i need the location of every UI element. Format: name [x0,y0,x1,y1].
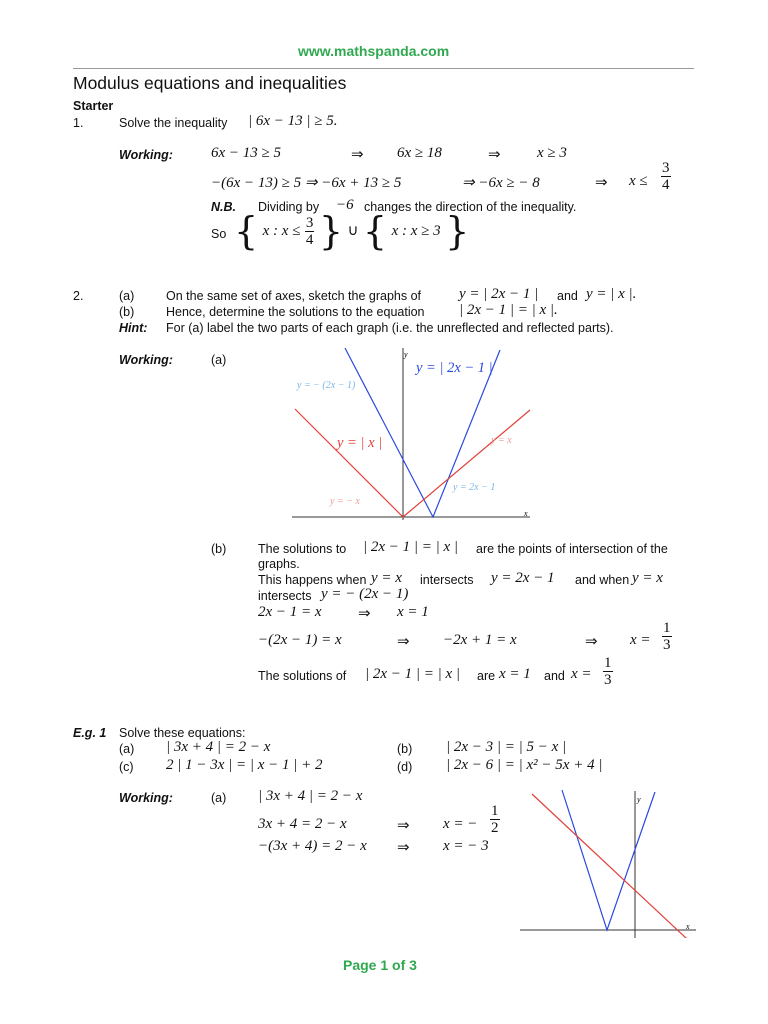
q1-line1-b: ⇒ [351,147,364,163]
wb-expr-4: y = x [632,570,663,586]
q1-line1-d: ⇒ [488,147,501,163]
brace-open-2: { [362,209,388,253]
wb-expr-5: y = − (2x − 1) [321,586,409,602]
q2a-expr1: y = | 2x − 1 | [459,286,539,302]
q1-line2-c: ⇒ [595,175,608,191]
hint-label: Hint: [119,321,148,335]
q2a-text: On the same set of axes, sketch the graphs of [166,289,421,303]
sol1-b: ⇒ [358,606,371,622]
q1-line2-d: x ≤ [629,173,648,189]
nb-label: N.B. [211,200,236,214]
set1-expr: x : x ≤ [262,223,301,240]
sol2-b: ⇒ [397,634,410,650]
conc-expr-2: x = 1 [499,666,531,682]
union-symbol: ∪ [347,223,359,240]
q2b-label: (b) [119,305,135,319]
nb-value: −6 [336,197,354,213]
eg1-w2-b: ⇒ [397,818,410,834]
q2a-expr2: y = | x |. [586,286,637,302]
sol2-fraction-num: 1 [663,620,671,636]
wb-text-1: The solutions to [258,542,347,556]
eg1-w2-c: x = − [443,816,478,832]
q1-line1-a: 6x − 13 ≥ 5 [211,145,282,161]
eg1-w2-a: 3x + 4 = 2 − x [258,816,347,832]
wb-text-3: graphs. [258,557,300,571]
sol2-fraction [662,620,672,653]
wb-expr-2: y = x [371,570,402,586]
so-label: So [211,227,227,241]
wb-text-2: are the points of intersection of the [476,542,668,556]
label-blue-left: y = − (2x − 1) [297,380,356,391]
conc-text-3: and [544,669,565,683]
sol2-fraction-den: 3 [663,637,671,653]
brace-open-1: { [234,209,259,253]
solution-set [234,209,470,253]
q2a-label: (a) [119,289,135,303]
brace-close-2: } [445,209,470,253]
wb-expr-3: y = 2x − 1 [491,570,555,586]
graph-q2 [290,345,535,525]
brace-close-1: } [318,209,344,253]
header-rule [73,68,694,69]
eg1-working-a: (a) [211,791,227,805]
eg1-w2-fraction-den: 2 [491,820,499,836]
graph-eg1 [518,788,698,938]
q1-working-label: Working: [119,148,173,162]
eg1-b-expr: | 2x − 3 | = | 5 − x | [446,739,567,755]
sol1-c: x = 1 [397,604,429,620]
q1-line1-c: 6x ≥ 18 [397,145,442,161]
eg1-w3-c: x = − 3 [443,838,489,854]
sol2-e: x = [630,632,651,648]
sol2-c: −2x + 1 = x [443,632,517,648]
label-red-left: y = − x [330,496,360,507]
label-blue-right: y = 2x − 1 [453,482,496,493]
sol1-a: 2x − 1 = x [258,604,322,620]
q2b-expr: | 2x − 1 | = | x |. [459,302,558,318]
q1-line1-e: x ≥ 3 [537,145,567,161]
eg1-text: Solve these equations: [119,726,246,740]
set2-expr: x : x ≥ 3 [391,223,441,240]
conc-expr-1: | 2x − 1 | = | x | [365,666,461,682]
q1-fraction-den: 4 [662,177,670,193]
q1-expression: | 6x − 13 | ≥ 5. [248,113,338,129]
set1-fraction: $\frac{3}{4}$ [305,214,314,248]
q2b-text: Hence, determine the solutions to the equation [166,305,425,319]
eg1-d-label: (d) [397,760,413,774]
eg1-d-expr: | 2x − 6 | = | x² − 5x + 4 | [446,757,603,773]
q1-fraction-num: 3 [662,160,670,176]
label-red-main: y = | x | [337,435,383,451]
eg1-w3-b: ⇒ [397,840,410,856]
hint-text: For (a) label the two parts of each graph (i.e. the unreflected and reflected parts). [166,321,614,335]
q1-fraction [661,160,671,193]
nb-text-2: changes the direction of the inequality. [364,200,577,214]
eg1-c-expr: 2 | 1 − 3x | = | x − 1 | + 2 [166,757,323,773]
q2-number: 2. [73,289,84,303]
conc-fraction-den: 3 [604,672,612,688]
q1-number: 1. [73,116,84,130]
graph-eg1-x-label: x [686,922,690,931]
conc-fraction [603,655,613,688]
sol2-d: ⇒ [585,634,598,650]
label-red-right: y = x [491,435,512,446]
eg1-working-label: Working: [119,791,173,805]
q2-working-b: (b) [211,542,227,556]
conc-text-2: are [477,669,496,683]
label-blue-main: y = | 2x − 1 | [416,360,493,376]
conc-expr-3: x = [571,666,592,682]
eg1-label: E.g. 1 [73,726,107,740]
q1-prompt: Solve the inequality [119,116,228,130]
eg1-w2-fraction [490,803,500,836]
graph-eg1-blue-curve [562,790,655,930]
eg1-w2-fraction-num: 1 [491,803,499,819]
graph-q2-y-label: y [404,350,408,359]
wb-text-4: This happens when [258,573,367,587]
wb-text-7: intersects [258,589,312,603]
starter-heading: Starter [73,99,114,113]
wb-expr-1: | 2x − 1 | = | x | [363,539,459,555]
wb-text-6: and when [575,573,630,587]
wb-text-5: intersects [420,573,474,587]
page-title: Modulus equations and inequalities [73,73,347,93]
site-url: www.mathspanda.com [298,43,450,59]
eg1-a-label: (a) [119,742,135,756]
eg1-c-label: (c) [119,760,134,774]
q2-working-a: (a) [211,353,227,367]
conc-text-1: The solutions of [258,669,347,683]
eg1-a-expr: | 3x + 4 | = 2 − x [166,739,271,755]
graph-eg1-y-label: y [637,795,641,804]
sol2-a: −(2x − 1) = x [258,632,342,648]
eg1-b-label: (b) [397,742,413,756]
graph-q2-x-label: x [524,509,528,518]
eg1-w1: | 3x + 4 | = 2 − x [258,788,363,804]
conc-fraction-num: 1 [604,655,612,671]
graph-eg1-red-line [532,794,687,938]
q1-line2-a: −(6x − 13) ≥ 5 ⇒ −6x + 13 ≥ 5 [211,175,402,191]
q1-line2-b: ⇒ −6x ≥ − 8 [462,175,540,191]
page-number: Page 1 of 3 [343,957,417,973]
eg1-w3-a: −(3x + 4) = 2 − x [258,838,367,854]
q2a-and: and [557,289,578,303]
nb-text-1: Dividing by [258,200,320,214]
q2-working-label: Working: [119,353,173,367]
